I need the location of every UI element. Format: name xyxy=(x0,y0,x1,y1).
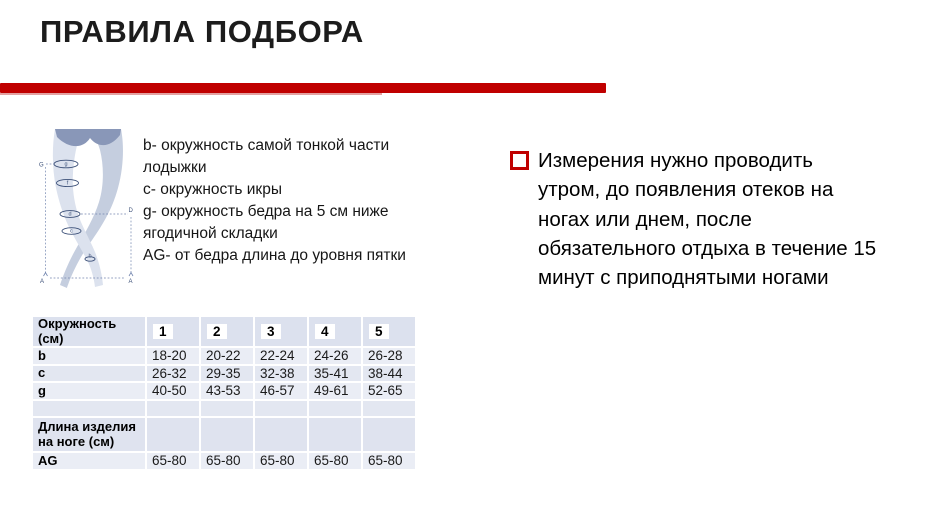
arrow-right-icon xyxy=(129,273,133,277)
note-line: ногах или днем, после xyxy=(538,207,752,231)
header-label-cell: Окружность (см) xyxy=(33,317,145,346)
measurement-definition-line: лодыжки xyxy=(143,158,207,176)
size-column-cell xyxy=(255,317,307,346)
table-header-row xyxy=(33,317,415,346)
empty-cell xyxy=(363,401,415,417)
measurement-definitions xyxy=(143,135,488,266)
title-accent-bar-shadow xyxy=(0,93,382,95)
leg-measurement-diagram xyxy=(38,126,148,291)
size-value-cell: 29-35 xyxy=(201,366,253,382)
size-value-cell: 43-53 xyxy=(201,383,253,399)
title-accent-bar xyxy=(0,83,606,93)
front-leg-shape xyxy=(53,129,103,287)
row-label-cell: g xyxy=(33,383,145,399)
measurement-definition-line: ягодичной складки xyxy=(143,224,278,242)
note-line: минут с приподнятыми ногами xyxy=(538,266,829,290)
row-label-cell: c xyxy=(33,366,145,382)
legs-illustration xyxy=(38,126,148,291)
arrow-left-icon xyxy=(44,273,48,277)
size-column-cell xyxy=(309,317,361,346)
size-value-cell: 26-32 xyxy=(147,366,199,382)
empty-cell xyxy=(201,401,253,417)
size-value-cell: 24-26 xyxy=(309,348,361,364)
size-value-cell: 65-80 xyxy=(147,453,199,469)
empty-cell xyxy=(255,401,307,417)
empty-cell xyxy=(33,401,145,417)
size-column-cell xyxy=(201,317,253,346)
page-title: ПРАВИЛА ПОДБОРА xyxy=(40,14,364,49)
note-line: утром, до появления отеков на xyxy=(538,178,834,202)
empty-cell xyxy=(255,418,307,451)
table-row-ag xyxy=(33,453,415,469)
size-value-cell: 26-28 xyxy=(363,348,415,364)
table-spacer-row xyxy=(33,401,415,417)
size-value-cell: 49-61 xyxy=(309,383,361,399)
row-label-cell: AG xyxy=(33,453,145,469)
diagram-label-g: g xyxy=(64,161,68,168)
size-value-cell: 40-50 xyxy=(147,383,199,399)
diagram-label-G: G xyxy=(39,162,44,169)
size-table xyxy=(31,315,417,471)
size-column-cell xyxy=(147,317,199,346)
size-value-cell: 38-44 xyxy=(363,366,415,382)
diagram-label-A-right: A xyxy=(128,279,133,285)
diagram-label-D: D xyxy=(128,208,133,214)
measurement-definition-line: c- окружность икры xyxy=(143,180,282,198)
size-chip: 5 xyxy=(369,324,389,339)
square-bullet-icon xyxy=(510,151,529,170)
empty-cell xyxy=(147,418,199,451)
size-value-cell: 20-22 xyxy=(201,348,253,364)
size-value-cell: 65-80 xyxy=(363,453,415,469)
table-length-section-row xyxy=(33,418,415,451)
size-value-cell: 65-80 xyxy=(201,453,253,469)
size-value-cell: 65-80 xyxy=(255,453,307,469)
measurement-note xyxy=(510,146,924,292)
size-value-cell: 18-20 xyxy=(147,348,199,364)
empty-cell xyxy=(363,418,415,451)
measurement-definition-line: b- окружность самой тонкой части xyxy=(143,137,390,154)
size-value-cell: 46-57 xyxy=(255,383,307,399)
diagram-label-A-left: A xyxy=(40,279,45,285)
size-value-cell: 65-80 xyxy=(309,453,361,469)
empty-cell xyxy=(309,401,361,417)
size-chip: 3 xyxy=(261,324,281,339)
diagram-label-d: d xyxy=(68,211,72,218)
note-line: Измерения нужно проводить xyxy=(538,149,813,172)
size-column-cell xyxy=(363,317,415,346)
size-chip: 4 xyxy=(315,324,335,339)
length-section-label-cell: Длина изделия на ноге (см) xyxy=(33,418,145,451)
table-row-b xyxy=(33,348,415,364)
diagram-label-f: f xyxy=(66,180,69,187)
measurement-definition-line: g- окружность бедра на 5 см ниже xyxy=(143,202,389,220)
table-row-c xyxy=(33,366,415,382)
size-value-cell: 32-38 xyxy=(255,366,307,382)
empty-cell xyxy=(309,418,361,451)
size-chip: 1 xyxy=(153,324,173,339)
diagram-label-c: c xyxy=(70,228,73,235)
row-label-cell: b xyxy=(33,348,145,364)
size-value-cell: 35-41 xyxy=(309,366,361,382)
size-value-cell: 22-24 xyxy=(255,348,307,364)
size-chip: 2 xyxy=(207,324,227,339)
empty-cell xyxy=(201,418,253,451)
note-line: обязательного отдыха в течение 15 xyxy=(538,236,877,260)
size-value-cell: 52-65 xyxy=(363,383,415,399)
diagram-label-b: b xyxy=(88,253,92,260)
measurement-definition-line: AG- от бедра длина до уровня пятки xyxy=(143,246,406,264)
empty-cell xyxy=(147,401,199,417)
table-row-g xyxy=(33,383,415,399)
